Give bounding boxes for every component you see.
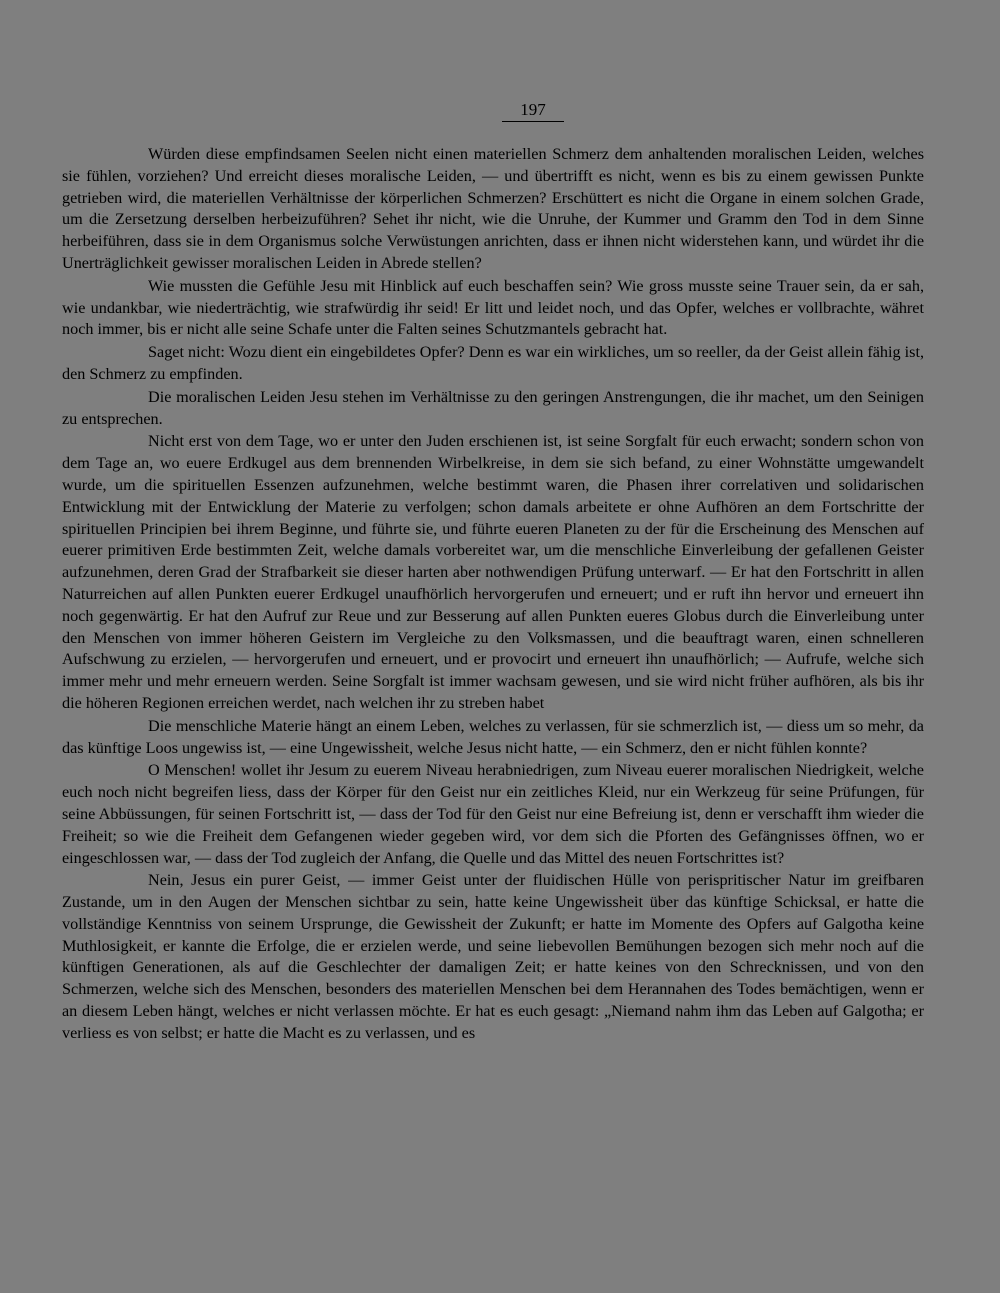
document-page	[62, 100, 924, 1046]
page-number-text: 197	[502, 100, 564, 122]
page-number	[62, 100, 924, 122]
paragraph-3: Saget nicht: Wozu dient ein eingebildetes Opfer? Denn es war ein wirkliches, um so reeller, da der Geist allein fähig ist, den Schmerz zu empfinden.	[62, 343, 924, 383]
paragraph-5: Nicht erst von dem Tage, wo er unter den Juden erschienen ist, ist seine Sorgfalt für euch erwacht; sondern schon von dem Tage an, wo euere Erdkugel aus dem brennenden Wirbelkreise, in dem sie sich befand, zu einer Wohnstätte umgewandelt wurde, um die spirituellen Essenzen aufzunehmen, welche bestimmt waren, die Phasen ihrer correlativen und solidarischen Entwicklung mit der Entwicklung der Materie zu verfolgen; schon damals arbeitete er ohne Aufhören an dem Fortschritte der spirituellen Principien bei ihrem Beginne, und führte sie, und führte eueren Planeten zu der für die Erscheinung des Menschen auf euerer primitiven Erde bestimmten Zeit, welche damals vorbereitet war, um die menschliche Einverleibung der gefallenen Geister aufzunehmen, deren Grad der Strafbarkeit sie dieser harten aber nothwendigen Prüfung unterwarf. — Er hat den Fortschritt in allen Naturreichen auf allen Punkten euerer Erdkugel unaufhörlich hervorgerufen und erneuert; und er ruft ihn hervor und erneuert ihn noch gegenwärtig. Er hat den Aufruf zur Reue und zur Besserung auf allen Punkten eueres Globus durch die Einverleibung unter den Menschen von immer höheren Geistern im Vergleiche zu den Volksmassen, und die beauftragt waren, einen schnelleren Aufschwung zu erzielen, — hervorgerufen und erneuert, und er provocirt und erneuert ihn unaufhörlich; — Aufrufe, welche sich immer mehr und mehr erneuern werden. Seine Sorgfalt ist immer wachsam gewesen, und sie wird nicht früher aufhören, als bis ihr die höheren Regionen erreichen werdet, nach welchen ihr zu streben habet	[62, 432, 924, 712]
paragraph-1: Würden diese empfindsamen Seelen nicht einen materiellen Schmerz dem anhaltenden moralischen Leiden, welches sie fühlen, vorziehen? Und erreicht dieses moralische Leiden, — und übertrifft es nicht, wenn es bis zu einem gewissen Punkte getrieben wird, die materiellen Verhältnisse der körperlichen Schmerzen? Erschüttert es nicht die Organe in einem solchen Grade, um die Zersetzung derselben herbeizuführen? Sehet ihr nicht, wie die Unruhe, der Kummer und Gramm den Tod in dem Sinne herbeiführen, dass sie in dem Organismus solche Verwüstungen anrichten, dass er ihnen nicht widerstehen kann, und würdet ihr die Unerträglichkeit gewisser moralischen Leiden in Abrede stellen?	[62, 145, 924, 272]
paragraph-6: Die menschliche Materie hängt an einem Leben, welches zu verlassen, für sie schmerzlich ist, — diess um so mehr, da das künftige Loos ungewiss ist, — eine Ungewissheit, welche Jesus nicht hatte, — ein Schmerz, den er nicht fühlen konnte?	[62, 716, 924, 757]
paragraph-2: Wie mussten die Gefühle Jesu mit Hinblick auf euch beschaffen sein? Wie gross musste seine Trauer sein, da er sah, wie undankbar, wie niederträchtig, wie strafwürdig ihr seid! Er litt und leidet noch, und das Opfer, welches er vollbrachte, währet noch immer, bis er nicht alle seine Schafe unter die Falten seines Schutzmantels gebracht hat.	[62, 276, 924, 339]
paragraph-8: Nein, Jesus ein purer Geist, — immer Geist unter der fluidischen Hülle von perispritischer Natur im greifbaren Zustande, um in den Augen der Menschen sichtbar zu sein, hatte keine Ungewissheit über das künftige Schicksal, er hatte die vollständige Kenntniss von seinem Ursprunge, die Gewissheit der Zukunft; er hatte im Momente des Opfers auf Galgotha keine Muthlosigkeit, er kannte die Erfolge, die er erzielen werde, und seine liebevollen Bemühungen bezogen sich mehr noch auf die künftigen Generationen, als auf die Geschlechter der damaligen Zeit; er hatte keines von den Schrecknissen, und von den Schmerzen, welche sich des Menschen, besonders des materiellen Menschen bei dem Herannahen des Todes bemächtigen, wenn er an diesem Leben hängt, welches er nicht verlassen möchte. Er hat es euch gesagt: „Niemand nahm ihm das Leben auf Galgotha; er verliess es von selbst; er hatte die Macht es zu verlassen, und es	[62, 871, 924, 1042]
paragraph-7: O Menschen! wollet ihr Jesum zu euerem Niveau herabniedrigen, zum Niveau euerer moralischen Niedrigkeit, welche euch noch nicht begreifen liess, dass der Körper für den Geist nur ein zeitliches Kleid, nur ein Werkzeug für seine Prüfungen, für seine Abbüssungen, für seinen Fortschritt ist, — dass der Tod für den Geist nur eine Befreiung ist, denn er verschafft ihm wieder die Freiheit; so wie die Freiheit dem Gefangenen wieder gegeben wird, vor dem sich die Pforten des Gefängnisses öffnen, wo er eingeschlossen war, — dass der Tod zugleich der Anfang, die Quelle und das Mittel des neuen Fortschrittes ist?	[62, 761, 924, 867]
paragraph-4: Die moralischen Leiden Jesu stehen im Verhältnisse zu den geringen Anstrengungen, die ihr machet, um den Seinigen zu entsprechen.	[62, 387, 924, 428]
body-text	[62, 144, 924, 1045]
